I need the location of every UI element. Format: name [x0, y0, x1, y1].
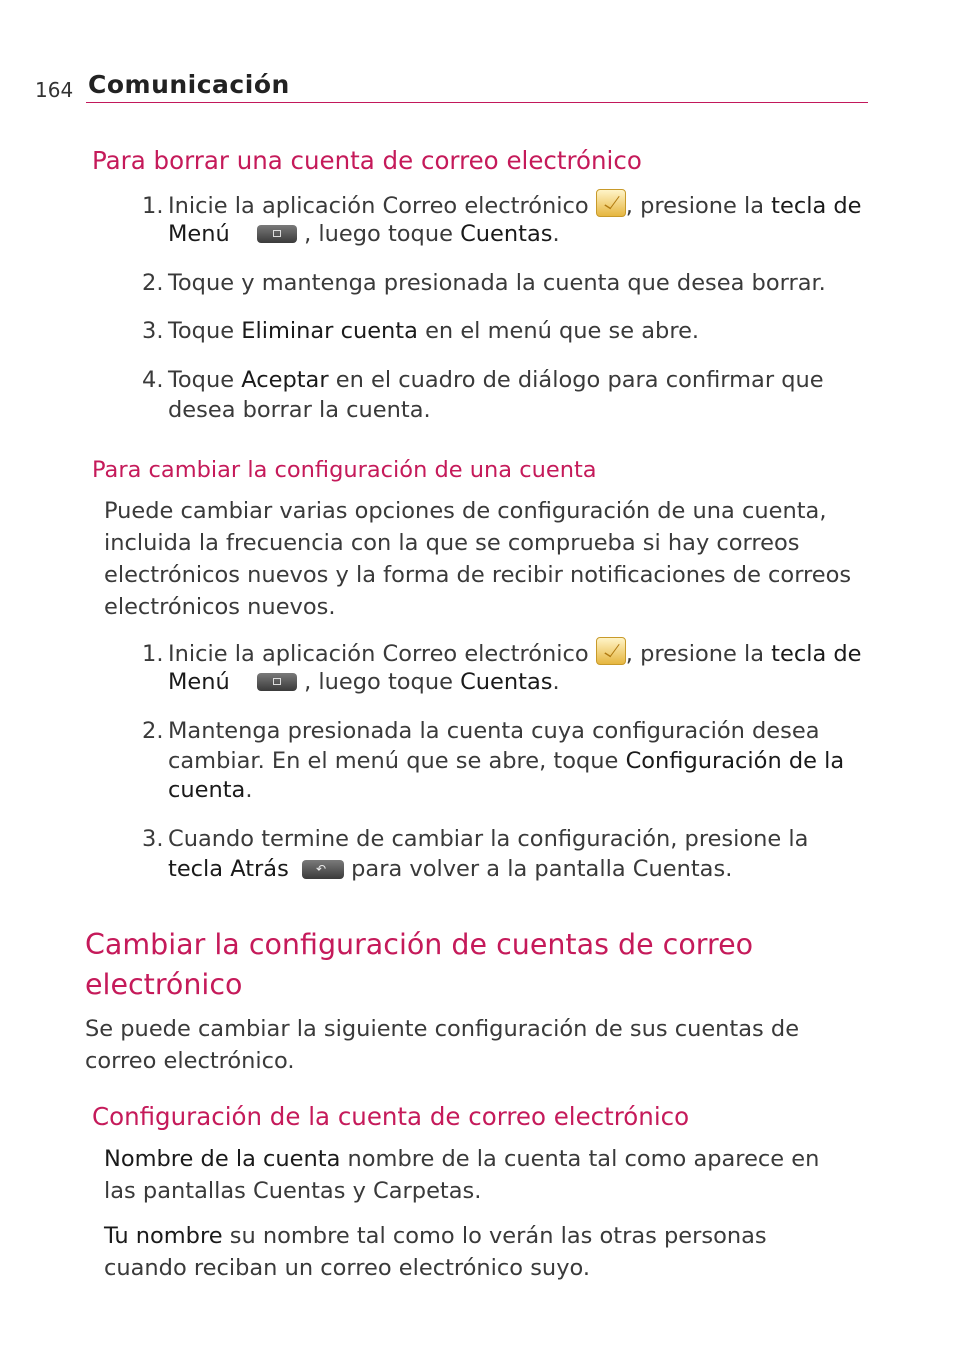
s2-intro-line1: Puede cambiar varias opciones de configuración de una cuenta,: [104, 498, 827, 524]
s2-step2-line2: [168, 746, 844, 776]
keyword-accounts: Cuentas: [460, 669, 553, 695]
step-text: Toque: [168, 367, 242, 393]
s2-step2-line1: [142, 716, 820, 746]
keyword-account-settings: Configuración de la: [625, 748, 845, 774]
section-title-delete-account: Para borrar una cuenta de correo electrónico: [92, 146, 642, 175]
keyword-your-name: Tu nombre: [104, 1223, 223, 1249]
keyword-menu-key: tecla de: [771, 193, 862, 219]
keyword-delete-account: Eliminar cuenta: [241, 318, 418, 344]
s1-step4-line2: desea borrar la cuenta.: [168, 397, 431, 423]
section-title-account-settings: Configuración de la cuenta de correo electrónico: [92, 1102, 690, 1131]
header-rule: [86, 102, 868, 103]
step-text: Toque: [168, 318, 242, 344]
section-title-change-settings: Para cambiar la configuración de una cuenta: [92, 457, 597, 483]
step-number: 3.: [142, 318, 164, 344]
step-text: , luego toque: [296, 669, 461, 695]
s3-intro-line1: Se puede cambiar la siguiente configuración de sus cuentas de: [85, 1016, 800, 1042]
item-text: su nombre tal como lo verán las otras personas: [222, 1223, 767, 1249]
s4-item2-line1: [104, 1220, 767, 1252]
step-text: , presione la: [625, 641, 772, 667]
menu-key-icon: [257, 673, 297, 691]
s2-intro-line2: incluida la frecuencia con la que se comprueba si hay correos: [104, 530, 800, 556]
back-key-icon: ↶: [302, 860, 344, 879]
keyword-accounts: Cuentas: [460, 221, 553, 247]
step-number: 3.: [142, 826, 164, 852]
period: .: [552, 669, 560, 695]
email-app-icon: [596, 189, 626, 217]
keyword-accept: Aceptar: [241, 367, 329, 393]
keyword-account: cuenta: [168, 777, 246, 803]
step-number: 2.: [142, 718, 164, 744]
step-text: , luego toque: [296, 221, 461, 247]
keyword-menu: Menú: [168, 669, 230, 695]
keyword-back-key: tecla Atrás: [168, 856, 289, 882]
s2-step1-line1: [142, 637, 862, 669]
step-number: 4.: [142, 367, 164, 393]
s1-step1-line1: [142, 189, 862, 221]
period: .: [245, 777, 253, 803]
keyword-menu: Menú: [168, 221, 230, 247]
s4-item1-line2: las pantallas Cuentas y Carpetas.: [104, 1178, 482, 1204]
step-text: en el cuadro de diálogo para confirmar que: [328, 367, 824, 393]
s1-step2: [142, 268, 826, 298]
section-title-change-email-settings-line1: Cambiar la configuración de cuentas de correo: [85, 928, 754, 961]
step-text: Inicie la aplicación Correo electrónico: [168, 193, 596, 219]
s4-item2-line2: cuando reciban un correo electrónico suyo.: [104, 1255, 591, 1281]
s4-item1-line1: [104, 1143, 819, 1175]
step-text: Cuando termine de cambiar la configuración, presione la: [168, 826, 809, 852]
step-text: en el menú que se abre.: [417, 318, 700, 344]
s1-step1-line2: [168, 219, 560, 249]
s3-intro-line2: correo electrónico.: [85, 1048, 295, 1074]
section-title-change-email-settings-line2: electrónico: [85, 968, 243, 1001]
keyword-menu-key: tecla de: [771, 641, 862, 667]
step-number: 1.: [142, 641, 164, 667]
item-text: nombre de la cuenta tal como aparece en: [340, 1146, 820, 1172]
s2-step1-line2: [168, 667, 560, 697]
s1-step4-line1: [142, 365, 824, 395]
email-app-icon: [596, 637, 626, 665]
step-number: 2.: [142, 270, 164, 296]
chapter-title: Comunicación: [88, 70, 290, 99]
step-text: Mantenga presionada la cuenta cuya configuración desea: [168, 718, 820, 744]
step-text: para volver a la pantalla Cuentas.: [343, 856, 733, 882]
s2-intro-line3: electrónicos nuevos y la forma de recibir notificaciones de correos: [104, 562, 852, 588]
s2-step3-line2: [168, 854, 732, 884]
step-text: Inicie la aplicación Correo electrónico: [168, 641, 596, 667]
step-number: 1.: [142, 193, 164, 219]
s2-step3-line1: [142, 824, 808, 854]
s2-intro-line4: electrónicos nuevos.: [104, 594, 336, 620]
step-text: cambiar. En el menú que se abre, toque: [168, 748, 626, 774]
s2-step2-line3: [168, 775, 253, 805]
step-text: , presione la: [625, 193, 772, 219]
page-number: 164: [35, 78, 74, 102]
menu-key-icon: [257, 225, 297, 243]
step-text: Toque y mantenga presionada la cuenta que desea borrar.: [168, 270, 826, 296]
s1-step3: [142, 316, 699, 346]
keyword-account-name: Nombre de la cuenta: [104, 1146, 341, 1172]
period: .: [552, 221, 560, 247]
